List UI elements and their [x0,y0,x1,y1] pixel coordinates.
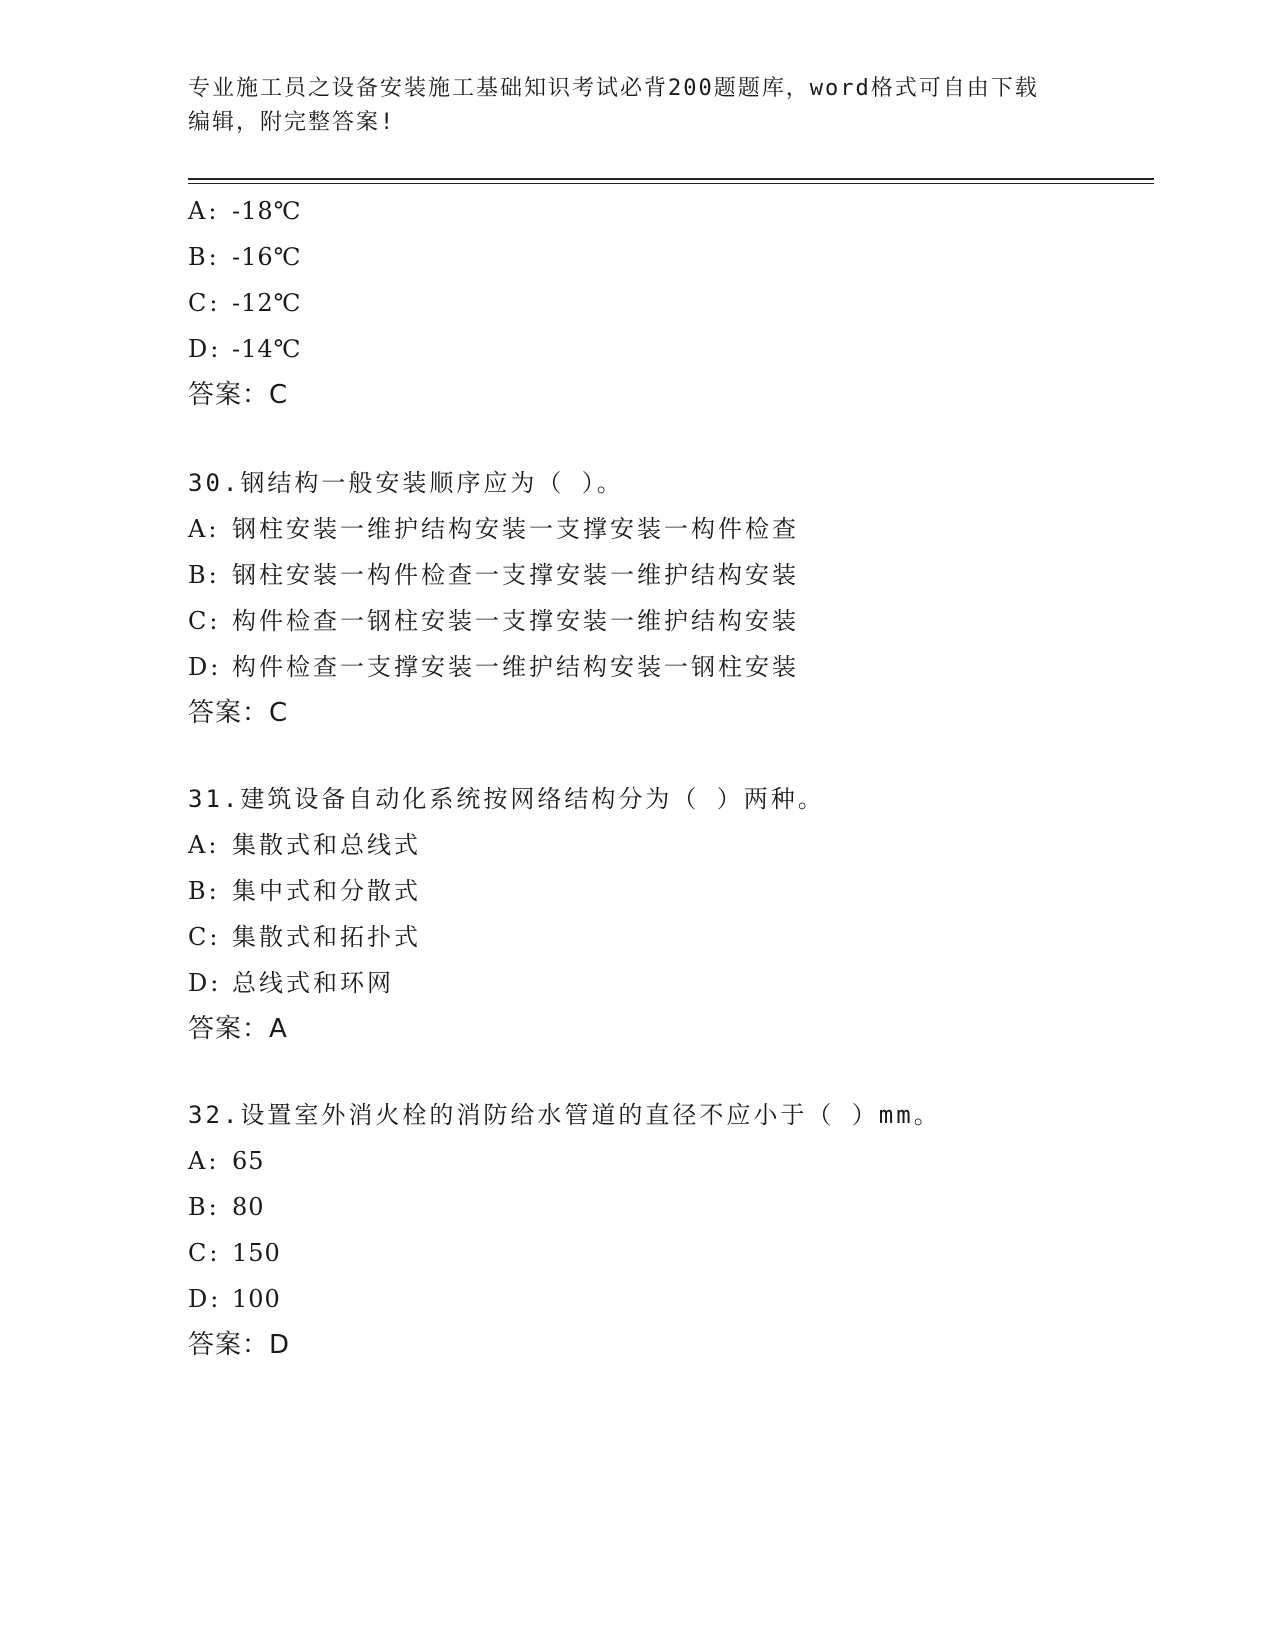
option-a [188,506,1148,552]
option-text: -14℃ [232,335,302,363]
option-c [188,598,1148,644]
option-label: A: [188,1147,220,1175]
option-text: 集散式和总线式 [232,831,421,859]
option-text: 总线式和环网 [232,969,394,997]
option-label: B: [188,243,220,271]
option-label: A: [188,197,220,225]
question-31-block [188,776,1148,1052]
option-text: 150 [232,1239,281,1267]
answer-text: 答案：A [188,1014,288,1044]
option-text: 构件检查一钢柱安装一支撑安装一维护结构安装 [232,607,799,635]
option-text: 集散式和拓扑式 [232,923,421,951]
answer-text: 答案：C [188,698,289,728]
question-32-block [188,1092,1148,1368]
option-text: -16℃ [232,243,302,271]
option-label: C: [188,923,221,951]
option-c [188,914,1148,960]
option-a [188,822,1148,868]
option-c [188,280,1148,326]
option-text: -12℃ [232,289,302,317]
answer-text: 答案：C [188,380,289,410]
option-label: B: [188,1193,220,1221]
option-text: 构件检查一支撑安装一维护结构安装一钢柱安装 [232,653,799,681]
question-title: 30.钢结构一般安装顺序应为（ ）。 [188,469,624,497]
option-label: D: [188,969,222,997]
option-label: A: [188,515,220,543]
option-label: B: [188,561,220,589]
option-d [188,1276,1148,1322]
option-text: 65 [232,1147,265,1175]
option-label: D: [188,1285,222,1313]
question-title: 32.设置室外消火栓的消防给水管道的直径不应小于（ ）mm。 [188,1101,941,1129]
option-label: D: [188,335,222,363]
option-text: 100 [232,1285,281,1313]
question-title: 31.建筑设备自动化系统按网络结构分为（ ）两种。 [188,785,825,813]
option-label: D: [188,653,222,681]
option-b [188,1184,1148,1230]
option-b [188,234,1148,280]
option-label: B: [188,877,220,905]
question-29-block [188,188,1148,418]
option-c [188,1230,1148,1276]
question-30-block [188,460,1148,736]
option-label: A: [188,831,220,859]
header-divider-thin [188,183,1154,184]
document-header [188,72,1088,140]
answer-text: 答案：D [188,1330,291,1360]
header-divider-thick [188,178,1154,180]
option-text: -18℃ [232,197,302,225]
option-d [188,960,1148,1006]
option-label: C: [188,1239,221,1267]
option-text: 集中式和分散式 [232,877,421,905]
option-b [188,552,1148,598]
option-text: 80 [232,1193,265,1221]
option-b [188,868,1148,914]
option-d [188,326,1148,372]
header-line-1: 专业施工员之设备安装施工基础知识考试必背200题题库，word格式可自由下载 [188,76,1039,101]
option-a [188,1138,1148,1184]
option-d [188,644,1148,690]
option-a [188,188,1148,234]
header-line-2: 编辑，附完整答案! [188,110,396,135]
option-text: 钢柱安装一构件检查一支撑安装一维护结构安装 [232,561,799,589]
option-text: 钢柱安装一维护结构安装一支撑安装一构件检查 [232,515,799,543]
option-label: C: [188,289,221,317]
option-label: C: [188,607,221,635]
